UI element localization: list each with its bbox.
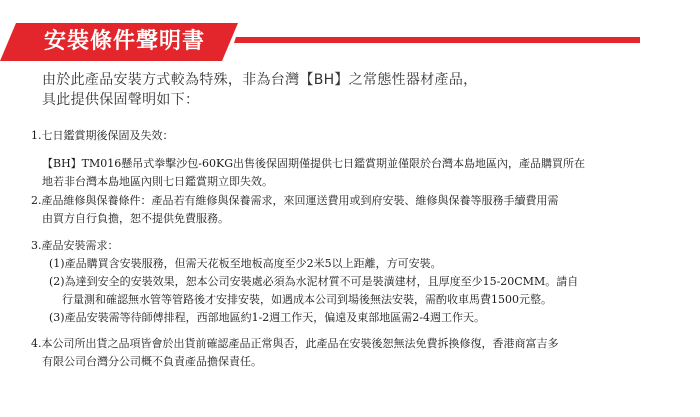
installation-item-3: (3)產品安裝需等待師傅排程，西部地區約1-2週工作天，偏遠及東部地區需2-4週工作天。 xyxy=(49,311,486,324)
installation-item-2: (2)為達到安全的安裝效果，恕本公司安裝處必須為水泥材質不可是裝潢建材，且厚度至少15-20CMM。請自 xyxy=(49,275,579,288)
intro-line-2: 具此提供保固聲明如下： xyxy=(42,92,200,108)
section-maintenance-line-2: 由買方自行負擔，恕不提供免費服務。 xyxy=(42,212,229,225)
section-liability xyxy=(31,335,663,371)
section-maintenance xyxy=(31,192,663,228)
section-warranty-title: 1.七日鑑賞期後保固及失效： xyxy=(31,129,174,142)
section-liability-line-2: 有限公司台灣分公司概不負責產品擔保責任。 xyxy=(42,355,262,368)
section-warranty-line-2: 地若非台灣本島地區內則七日鑑賞期立即失效。 xyxy=(42,175,273,188)
section-installation xyxy=(31,237,663,327)
section-liability-line-1: 4.本公司所出貨之品項皆會於出貨前確認產品正常與否，此產品在安裝後恕無法免費拆換修復，香港商富吉多 xyxy=(31,337,559,350)
installation-item-1: (1)產品購買含安裝服務，但需天花板至地板高度至少2米5以上距離，方可安裝。 xyxy=(49,257,442,270)
section-installation-title: 3.產品安裝需求： xyxy=(31,239,119,252)
intro-line-1: 由於此產品安裝方式較為特殊，非為台灣【BH】之常態性器材產品， xyxy=(42,72,478,88)
page-title: 安裝條件聲明書 xyxy=(44,29,206,54)
section-warranty xyxy=(31,127,663,191)
section-maintenance-line-1: 2.產品維修與保養條件：產品若有維修與保養需求，來回運送費用或到府安裝、維修與保養等服務手續費用需 xyxy=(31,194,559,207)
installation-item-2-continued: 行量測和確認無水管等管路後才安排安裝，如遇成本公司到場後無法安裝，需酌收車馬費1500元整。 xyxy=(62,293,552,306)
section-warranty-line-1: 【BH】TM016懸吊式拳擊沙包-60KG出售後保固期僅提供七日鑑賞期並僅限於台灣本島地區內，產品購買所在 xyxy=(42,157,585,170)
intro-paragraph xyxy=(42,70,477,110)
